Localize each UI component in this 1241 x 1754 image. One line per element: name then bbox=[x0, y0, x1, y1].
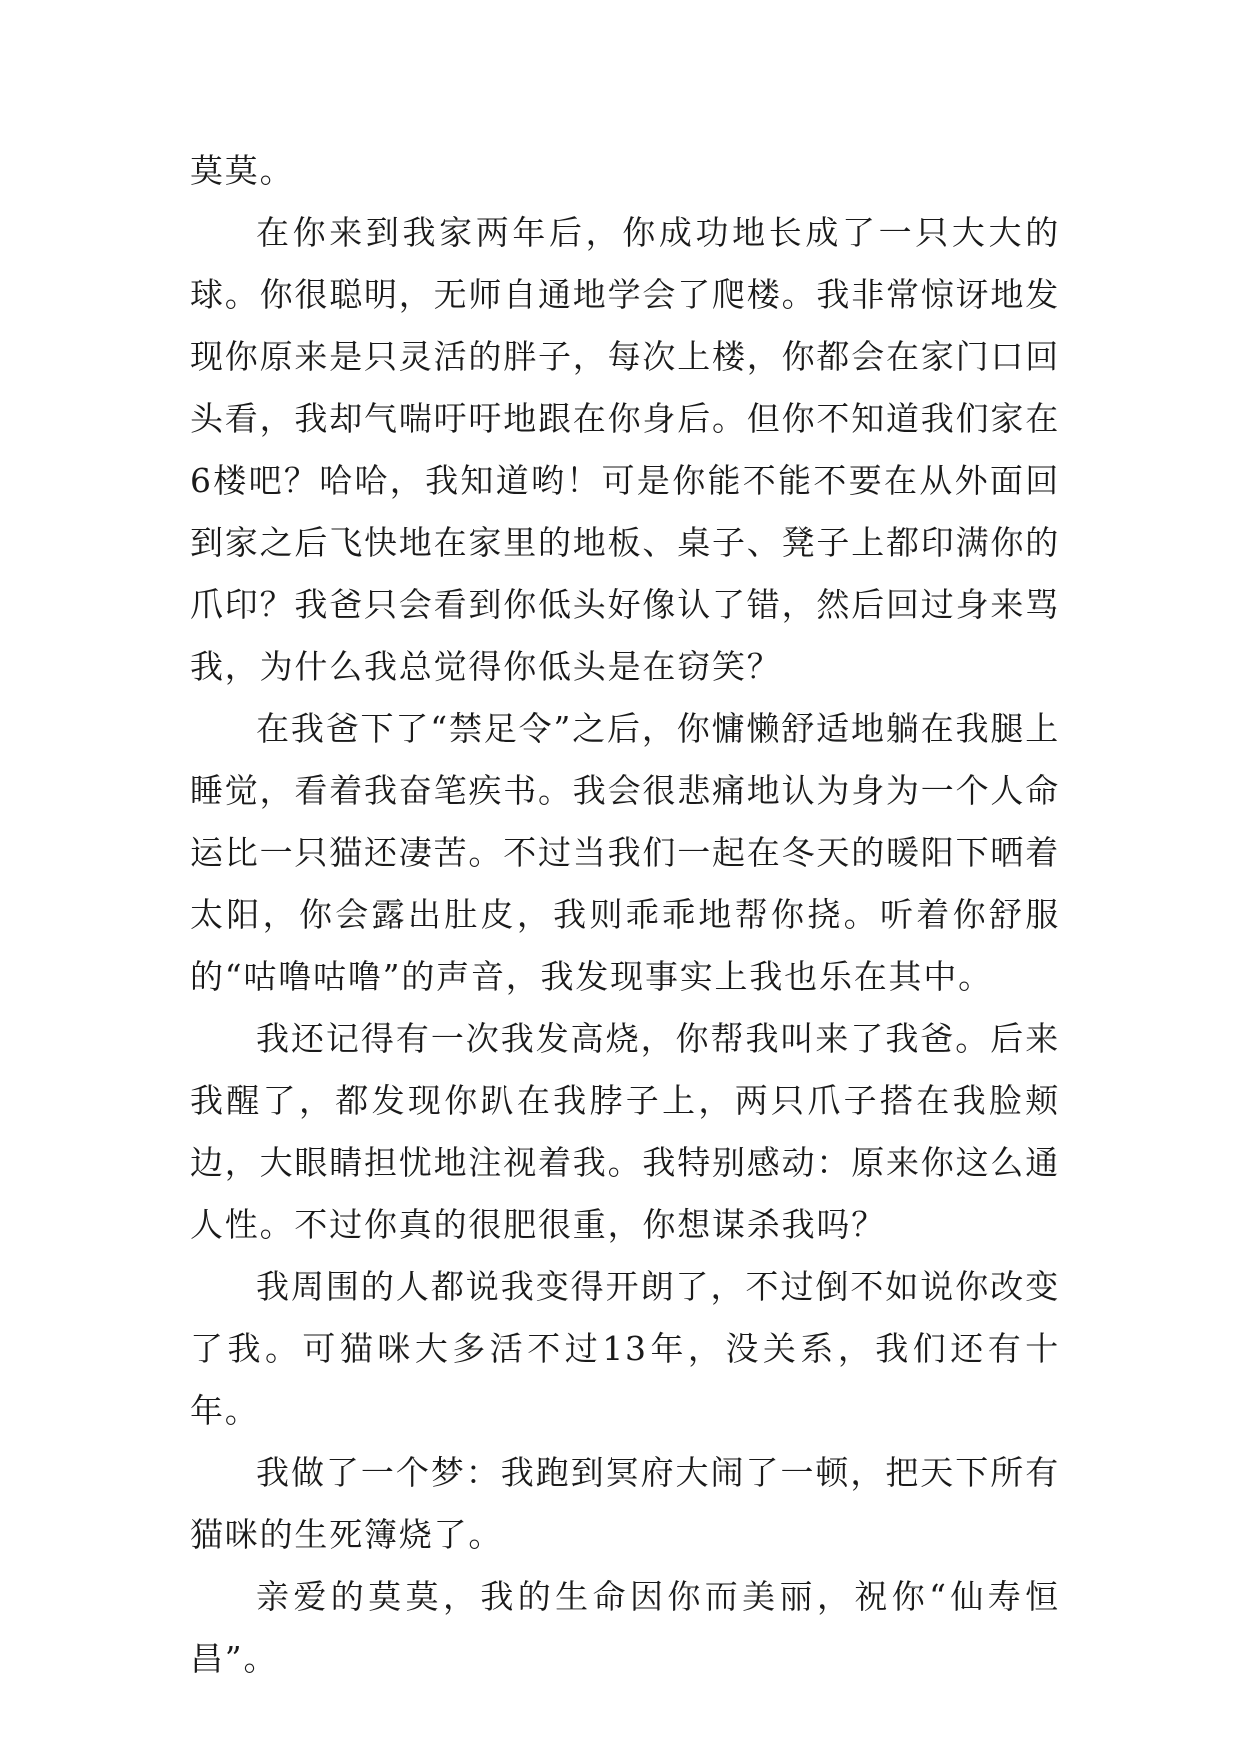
paragraph-5: 我周围的人都说我变得开朗了，不过倒不如说你改变了我。可猫咪大多活不过13年，没关系，我们还有十年。 bbox=[190, 1267, 1060, 1430]
paragraph-4: 我还记得有一次我发高烧，你帮我叫来了我爸。后来我醒了，都发现你趴在我脖子上，两只爪子搭在我脸颊边，大眼睛担忧地注视着我。我特别感动：原来你这么通人性。不过你真的很肥很重，你想谋杀我吗？ bbox=[190, 1019, 1060, 1244]
paragraph-6: 我做了一个梦：我跑到冥府大闹了一顿，把天下所有猫咪的生死簿烧了。 bbox=[190, 1453, 1060, 1554]
paragraph-7: 亲爱的莫莫，我的生命因你而美丽，祝你“仙寿恒昌”。 bbox=[190, 1577, 1060, 1678]
document-body bbox=[190, 140, 1060, 1690]
paragraph-2: 在你来到我家两年后，你成功地长成了一只大大的球。你很聪明，无师自通地学会了爬楼。我非常惊讶地发现你原来是只灵活的胖子，每次上楼，你都会在家门口回头看，我却气喘吁吁地跟在你身后。但你不知道我们家在6楼吧？哈哈，我知道哟！可是你能不能不要在从外面回到家之后飞快地在家里的地板、桌子、凳子上都印满你的爪印？我爸只会看到你低头好像认了错，然后回过身来骂我，为什么我总觉得你低头是在窃笑？ bbox=[190, 213, 1060, 686]
paragraph-3: 在我爸下了“禁足令”之后，你慵懒舒适地躺在我腿上睡觉，看着我奋笔疾书。我会很悲痛地认为身为一个人命运比一只猫还凄苦。不过当我们一起在冬天的暖阳下晒着太阳，你会露出肚皮，我则乖乖地帮你挠。听着你舒服的“咕噜咕噜”的声音，我发现事实上我也乐在其中。 bbox=[190, 709, 1060, 996]
paragraph-1: 莫莫。 bbox=[190, 151, 295, 190]
